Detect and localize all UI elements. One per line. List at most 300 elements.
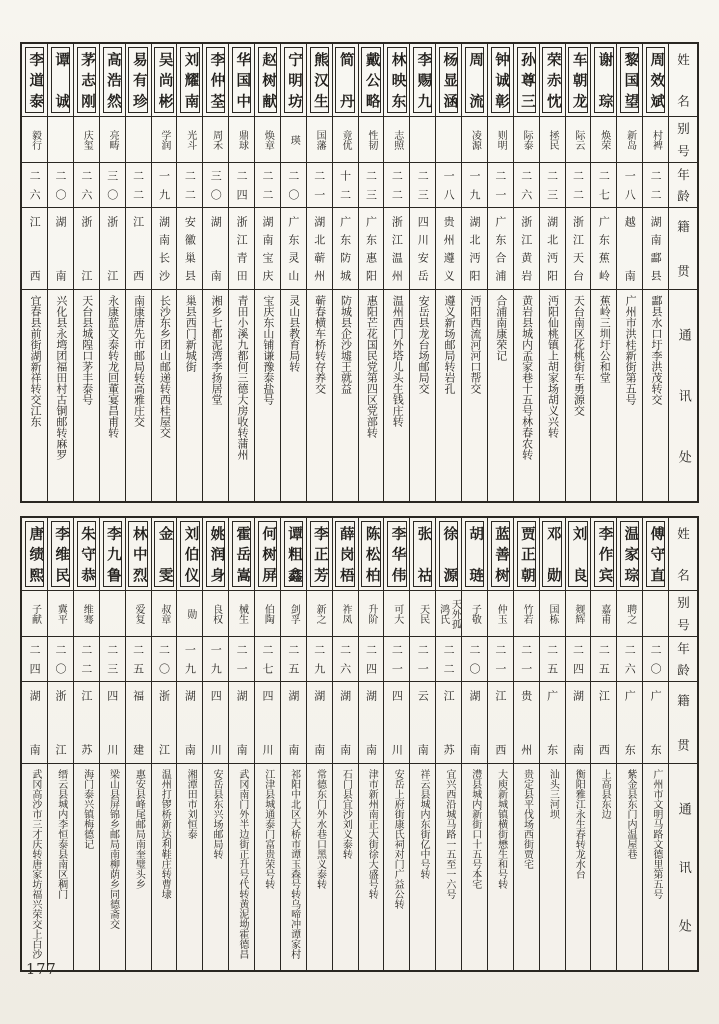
person-age: 二六 xyxy=(338,644,352,674)
person-address: 沔阳仙桃镇上胡家场胡义兴转 xyxy=(546,295,560,438)
alias-cell xyxy=(100,116,125,162)
alias-cell xyxy=(281,590,306,636)
person-address: 温州打锣桥新达利鞋庄转曹埭 xyxy=(159,769,171,899)
age-cell xyxy=(100,162,125,207)
person-name: 荣赤忱 xyxy=(544,52,561,108)
person-name: 李作宾 xyxy=(596,526,613,582)
person-age: 二一 xyxy=(390,644,404,674)
person-native-place: 湖南酃县 xyxy=(649,216,663,281)
person-name: 易有珍 xyxy=(130,52,147,108)
address-cell xyxy=(100,763,125,970)
address-cell xyxy=(462,763,487,970)
name-box xyxy=(491,521,510,587)
person-native-place: 湖南长沙 xyxy=(157,216,171,281)
person-address: 安岳上府街康氏祠对门广益公转 xyxy=(392,769,404,909)
name-box xyxy=(258,47,277,113)
person-native-place: 浙江 xyxy=(79,216,93,281)
name-cell xyxy=(384,44,409,116)
person-alias: 伯陶 xyxy=(262,603,274,624)
person-age: 二〇 xyxy=(649,644,663,674)
person-address: 梁山县屏锦乡邮局南柳荫乡同德斋交 xyxy=(107,769,119,929)
alias-cell xyxy=(74,590,99,636)
address-cell xyxy=(48,289,73,501)
person-address: 天台县城隍口茅丰泰号 xyxy=(80,295,94,405)
person-alias: 际云 xyxy=(572,129,584,150)
person-name: 徐源 xyxy=(441,526,458,582)
native-place-cell xyxy=(74,207,99,289)
person-alias: 祚凤 xyxy=(339,603,351,624)
name-cell xyxy=(333,44,358,116)
person-alias: 子敬 xyxy=(469,603,481,624)
person-column xyxy=(409,44,435,501)
name-box xyxy=(180,47,199,113)
name-box xyxy=(439,47,458,113)
alias-cell xyxy=(384,590,409,636)
name-box xyxy=(542,521,561,587)
person-name: 钟诚彰 xyxy=(493,52,510,108)
age-cell xyxy=(384,636,409,681)
name-cell xyxy=(514,518,539,590)
header-column xyxy=(668,44,697,501)
name-cell xyxy=(591,518,616,590)
age-cell xyxy=(591,636,616,681)
header-native-cell xyxy=(669,207,697,289)
name-box xyxy=(284,521,303,587)
native-place-cell xyxy=(229,207,254,289)
age-cell xyxy=(436,636,461,681)
alias-cell xyxy=(617,116,642,162)
person-column xyxy=(306,44,332,501)
alias-cell xyxy=(22,590,47,636)
alias-cell xyxy=(333,590,358,636)
person-native-place: 湖南 xyxy=(571,690,585,755)
alias-cell xyxy=(281,116,306,162)
person-name: 宁明坊 xyxy=(286,52,303,108)
address-cell xyxy=(359,763,384,970)
name-cell xyxy=(566,518,591,590)
person-age: 二五 xyxy=(131,644,145,674)
address-cell xyxy=(617,289,642,501)
name-box xyxy=(465,521,484,587)
person-column xyxy=(202,518,228,970)
age-cell xyxy=(126,636,151,681)
person-column xyxy=(99,518,125,970)
name-cell xyxy=(617,518,642,590)
person-address: 蕲春横车桥转存养交 xyxy=(313,295,327,394)
name-cell xyxy=(48,518,73,590)
person-alias: 庆玺 xyxy=(81,129,93,150)
header-address-cell xyxy=(669,763,697,970)
person-native-place: 浙江温州 xyxy=(390,216,404,281)
person-name: 周流 xyxy=(467,52,484,108)
person-alias: 嘉甫 xyxy=(598,603,610,624)
name-cell xyxy=(384,518,409,590)
person-native-place: 贵州 xyxy=(519,690,533,755)
header-age-cell xyxy=(669,162,697,207)
person-native-place: 江西 xyxy=(597,690,611,755)
person-name: 李道泰 xyxy=(27,52,44,108)
name-cell xyxy=(177,518,202,590)
person-age: 二五 xyxy=(286,644,300,674)
person-column xyxy=(358,518,384,970)
age-cell xyxy=(643,162,668,207)
person-column xyxy=(487,518,513,970)
person-address: 宜兴西沿城马路一五至一六号 xyxy=(443,769,455,899)
person-column xyxy=(565,518,591,970)
name-cell xyxy=(74,44,99,116)
person-address: 宝庆东山铺谦豫泰盐号 xyxy=(261,295,275,405)
person-native-place: 湖南宝庆 xyxy=(261,216,275,281)
person-native-place: 越南 xyxy=(623,216,637,281)
person-name: 唐绩熙 xyxy=(27,526,44,582)
alias-cell xyxy=(410,590,435,636)
address-cell xyxy=(333,289,358,501)
age-cell xyxy=(203,162,228,207)
person-age: 二三 xyxy=(545,170,559,200)
person-address: 大庾新城镇横街懋生和号转 xyxy=(495,769,507,889)
column-header-native: 籍贯 xyxy=(675,220,691,277)
native-place-cell xyxy=(307,681,332,763)
person-alias: 觌辉 xyxy=(572,603,584,624)
person-address: 遵义新场邮局转岩孔 xyxy=(443,295,457,394)
address-cell xyxy=(203,763,228,970)
name-cell xyxy=(281,518,306,590)
address-cell xyxy=(22,289,47,501)
person-columns xyxy=(22,44,668,501)
name-box xyxy=(128,47,147,113)
person-column xyxy=(332,518,358,970)
native-place-cell xyxy=(514,207,539,289)
name-box xyxy=(594,521,613,587)
person-alias: 性韧 xyxy=(365,129,377,150)
person-alias: 焕章 xyxy=(262,129,274,150)
person-age: 二一 xyxy=(235,644,249,674)
alias-cell xyxy=(126,590,151,636)
address-cell xyxy=(177,289,202,501)
person-alias: 械生 xyxy=(236,603,248,624)
name-box xyxy=(413,47,432,113)
person-age: 二二 xyxy=(390,170,404,200)
person-name: 谭粗鑫 xyxy=(286,526,303,582)
name-box xyxy=(25,521,44,587)
alias-cell xyxy=(643,590,668,636)
native-place-cell xyxy=(126,681,151,763)
native-place-cell xyxy=(177,681,202,763)
person-alias: 天外孤鸿氏 xyxy=(437,598,461,629)
native-place-cell xyxy=(436,681,461,763)
native-place-cell xyxy=(591,681,616,763)
person-name: 傅守直 xyxy=(648,526,665,582)
person-column xyxy=(383,518,409,970)
person-native-place: 广东惠阳 xyxy=(364,216,378,281)
person-age: 二三 xyxy=(364,170,378,200)
native-place-cell xyxy=(100,681,125,763)
name-box xyxy=(180,521,199,587)
name-cell xyxy=(48,44,73,116)
name-box xyxy=(77,47,96,113)
alias-cell xyxy=(566,590,591,636)
column-header-address: 通讯处 xyxy=(675,328,691,463)
person-column xyxy=(513,518,539,970)
native-place-cell xyxy=(488,681,513,763)
page-number: 177 xyxy=(26,962,57,978)
header-native-cell xyxy=(669,681,697,763)
person-address: 巢县西门新城街 xyxy=(184,295,198,372)
alias-cell xyxy=(177,590,202,636)
person-column xyxy=(487,44,513,501)
alias-cell xyxy=(436,116,461,162)
name-cell xyxy=(100,518,125,590)
person-alias: 爱复 xyxy=(132,603,144,624)
address-cell xyxy=(359,289,384,501)
person-age: 三〇 xyxy=(209,170,223,200)
person-alias: 升阶 xyxy=(365,603,377,624)
person-age: 二一 xyxy=(493,170,507,200)
person-alias: 拯民 xyxy=(546,129,558,150)
name-cell xyxy=(643,518,668,590)
person-age: 二四 xyxy=(235,170,249,200)
person-age: 二一 xyxy=(416,644,430,674)
person-native-place: 广东灵山 xyxy=(286,216,300,281)
address-cell xyxy=(177,763,202,970)
address-cell xyxy=(152,763,177,970)
person-column xyxy=(254,44,280,501)
name-cell xyxy=(488,44,513,116)
address-cell xyxy=(255,289,280,501)
person-alias: 志照 xyxy=(391,129,403,150)
name-box xyxy=(335,47,354,113)
alias-cell xyxy=(126,116,151,162)
name-box xyxy=(232,47,251,113)
column-header-native: 籍贯 xyxy=(675,694,691,751)
person-column xyxy=(590,44,616,501)
native-place-cell xyxy=(617,207,642,289)
person-age: 二二 xyxy=(571,170,585,200)
name-box xyxy=(594,47,613,113)
person-columns xyxy=(22,518,668,970)
name-cell xyxy=(152,518,177,590)
alias-cell xyxy=(643,116,668,162)
person-column xyxy=(125,44,151,501)
native-place-cell xyxy=(229,681,254,763)
person-address: 兴化县永塆团福田村古铜邮转麻罗 xyxy=(54,295,68,460)
name-cell xyxy=(22,518,47,590)
person-native-place: 湖南 xyxy=(312,690,326,755)
person-name: 李赐九 xyxy=(415,52,432,108)
person-native-place: 湖南 xyxy=(364,690,378,755)
age-cell xyxy=(22,636,47,681)
age-cell xyxy=(281,636,306,681)
person-address: 石门县宜沙刘义泰转 xyxy=(340,769,352,859)
address-cell xyxy=(566,763,591,970)
age-cell xyxy=(48,636,73,681)
person-native-place: 湖南 xyxy=(468,690,482,755)
age-cell xyxy=(410,162,435,207)
person-address: 长沙东乡团山邮递转西桂屋交 xyxy=(158,295,172,438)
name-cell xyxy=(410,518,435,590)
person-age: 二二 xyxy=(261,170,275,200)
person-column xyxy=(73,44,99,501)
age-cell xyxy=(333,636,358,681)
person-name: 胡琏 xyxy=(467,526,484,582)
native-place-cell xyxy=(359,681,384,763)
person-native-place: 广东防城 xyxy=(338,216,352,281)
alias-cell xyxy=(48,116,73,162)
person-native-place: 广东 xyxy=(649,690,663,755)
address-cell xyxy=(22,763,47,970)
person-native-place: 湖南 xyxy=(28,690,42,755)
person-alias: 新岛 xyxy=(624,129,636,150)
native-place-cell xyxy=(152,681,177,763)
person-name: 贾正朝 xyxy=(518,526,535,582)
address-cell xyxy=(384,763,409,970)
person-age: 二六 xyxy=(79,170,93,200)
person-age: 一九 xyxy=(209,644,223,674)
age-cell xyxy=(514,162,539,207)
person-column xyxy=(280,44,306,501)
person-age: 二〇 xyxy=(157,644,171,674)
age-cell xyxy=(152,162,177,207)
person-age: 二三 xyxy=(105,644,119,674)
alias-cell xyxy=(255,116,280,162)
native-place-cell xyxy=(540,207,565,289)
name-box xyxy=(258,521,277,587)
person-age: 一九 xyxy=(183,644,197,674)
person-column xyxy=(228,44,254,501)
person-age: 二四 xyxy=(28,644,42,674)
name-cell xyxy=(307,518,332,590)
person-address: 湘乡七都泥湾李扬居堂 xyxy=(210,295,224,405)
person-address: 惠安县峰尾邮局南奎璧头乡 xyxy=(133,769,145,889)
name-box xyxy=(620,521,639,587)
person-alias: 良权 xyxy=(210,603,222,624)
person-native-place: 贵州遵义 xyxy=(442,216,456,281)
alias-cell xyxy=(203,116,228,162)
native-place-cell xyxy=(566,207,591,289)
person-age: 一九 xyxy=(468,170,482,200)
address-cell xyxy=(307,289,332,501)
age-cell xyxy=(152,636,177,681)
age-cell xyxy=(255,162,280,207)
person-address: 海门泰兴镇梅德记 xyxy=(81,769,93,849)
person-address: 温州西门外塔儿头生钱庄转 xyxy=(391,295,405,427)
header-column xyxy=(668,518,697,970)
age-cell xyxy=(359,162,384,207)
header-age-cell xyxy=(669,636,697,681)
alias-cell xyxy=(255,590,280,636)
person-name: 陈松柏 xyxy=(363,526,380,582)
name-box xyxy=(335,521,354,587)
person-age: 一八 xyxy=(442,170,456,200)
name-cell xyxy=(488,518,513,590)
native-place-cell xyxy=(255,207,280,289)
name-box xyxy=(103,521,122,587)
age-cell xyxy=(566,162,591,207)
name-cell xyxy=(307,44,332,116)
person-age: 二四 xyxy=(364,644,378,674)
native-place-cell xyxy=(410,681,435,763)
person-native-place: 四川 xyxy=(261,690,275,755)
person-name: 何树屏 xyxy=(260,526,277,582)
alias-cell xyxy=(177,116,202,162)
age-cell xyxy=(462,636,487,681)
native-place-cell xyxy=(203,681,228,763)
person-age: 一九 xyxy=(157,170,171,200)
person-age: 二四 xyxy=(571,644,585,674)
name-cell xyxy=(643,44,668,116)
person-address: 沔阳西流河河口帮交 xyxy=(468,295,482,394)
person-address: 广州市文明马路文德里第五号 xyxy=(650,769,662,899)
person-address: 祥云县城内东街亿中号转 xyxy=(417,769,429,879)
person-column xyxy=(306,518,332,970)
person-name: 简丹 xyxy=(337,52,354,108)
person-age: 一八 xyxy=(623,170,637,200)
native-place-cell xyxy=(74,681,99,763)
person-native-place: 四川 xyxy=(105,690,119,755)
person-column xyxy=(539,44,565,501)
person-age: 二〇 xyxy=(286,170,300,200)
name-cell xyxy=(203,44,228,116)
person-native-place: 广东蕉岭 xyxy=(597,216,611,281)
person-native-place: 云南 xyxy=(416,690,430,755)
person-address: 武冈高沙市三才庆转唐家坊福兴荣交上白沙 xyxy=(29,769,41,959)
person-name: 薛岗梧 xyxy=(337,526,354,582)
person-age: 二五 xyxy=(545,644,559,674)
age-cell xyxy=(617,162,642,207)
person-column xyxy=(176,518,202,970)
alias-cell xyxy=(100,590,125,636)
person-name: 蓝善树 xyxy=(493,526,510,582)
alias-cell xyxy=(540,116,565,162)
person-column xyxy=(99,44,125,501)
native-place-cell xyxy=(48,681,73,763)
name-box xyxy=(206,47,225,113)
name-cell xyxy=(229,518,254,590)
person-age: 二一 xyxy=(312,170,326,200)
person-native-place: 浙江青田 xyxy=(235,216,249,281)
person-native-place: 湖南 xyxy=(54,216,68,281)
alias-cell xyxy=(333,116,358,162)
address-cell xyxy=(100,289,125,501)
address-cell xyxy=(281,763,306,970)
native-place-cell xyxy=(384,207,409,289)
native-place-cell xyxy=(281,681,306,763)
native-place-cell xyxy=(436,207,461,289)
name-box xyxy=(517,47,536,113)
alias-cell xyxy=(436,590,461,636)
person-column xyxy=(539,518,565,970)
person-age: 二〇 xyxy=(468,644,482,674)
name-box xyxy=(413,521,432,587)
person-age: 二五 xyxy=(597,644,611,674)
person-column xyxy=(73,518,99,970)
age-cell xyxy=(436,162,461,207)
person-alias: 可大 xyxy=(391,603,403,624)
name-cell xyxy=(255,518,280,590)
name-cell xyxy=(22,44,47,116)
address-cell xyxy=(203,289,228,501)
alias-cell xyxy=(152,116,177,162)
name-cell xyxy=(255,44,280,116)
person-native-place: 湖北蕲州 xyxy=(312,216,326,281)
name-cell xyxy=(281,44,306,116)
person-column xyxy=(383,44,409,501)
person-column xyxy=(409,518,435,970)
address-cell xyxy=(591,289,616,501)
person-address: 缙云县城内李恒泰县南区稠门 xyxy=(55,769,67,899)
person-alias: 子献 xyxy=(29,603,41,624)
person-name: 霍岳嵩 xyxy=(234,526,251,582)
